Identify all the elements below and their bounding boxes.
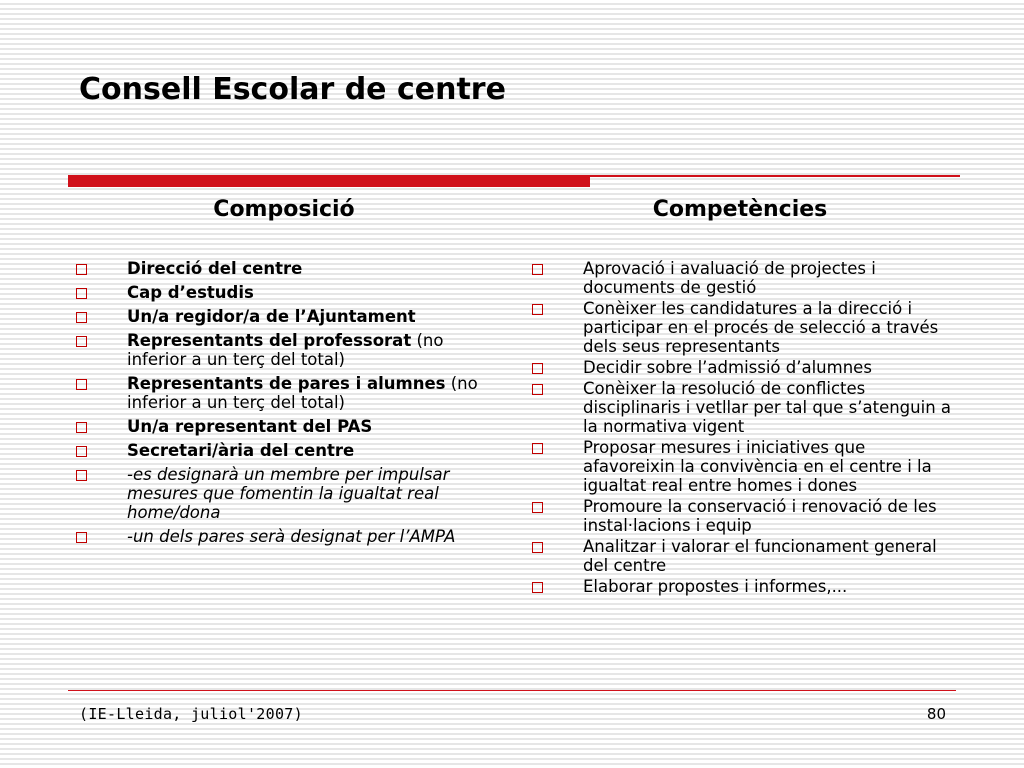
list-item	[532, 497, 952, 535]
square-bullet-icon	[532, 443, 543, 454]
square-bullet-icon	[76, 470, 87, 481]
square-bullet-icon	[532, 582, 543, 593]
square-bullet-icon	[532, 542, 543, 553]
item-note: (no inferior a un terç del total)	[127, 374, 478, 412]
footer-source: (IE-Lleida, juliol'2007)	[79, 705, 303, 723]
item-text: Conèixer les candidatures a la direcció i participar en el procés de selecció a través dels seus representants	[583, 299, 939, 356]
list-item	[532, 537, 952, 575]
title-underline-thin	[590, 175, 960, 177]
square-bullet-icon	[76, 379, 87, 390]
list-item	[532, 438, 952, 495]
page-number: 80	[926, 705, 946, 723]
item-strong: Secretari/ària del centre	[127, 441, 355, 460]
square-bullet-icon	[76, 422, 87, 433]
list-item	[532, 358, 952, 377]
item-strong: Representants del professorat	[127, 331, 412, 350]
competencies-list	[532, 259, 952, 598]
list-item	[532, 577, 952, 596]
list-item	[532, 299, 952, 356]
square-bullet-icon	[76, 312, 87, 323]
item-text: Aprovació i avaluació de projectes i documents de gestió	[583, 259, 876, 297]
title-underline-thick	[68, 175, 590, 187]
list-item	[76, 331, 500, 369]
item-strong: Cap d’estudis	[127, 283, 254, 302]
square-bullet-icon	[76, 336, 87, 347]
composicio-heading: Composició	[213, 197, 355, 222]
item-strong: Direcció del centre	[127, 259, 303, 278]
item-text: Promoure la conservació i renovació de les instal·lacions i equip	[583, 497, 937, 535]
slide-title: Consell Escolar de centre	[79, 72, 506, 107]
item-text: Analitzar i valorar el funcionament general del centre	[583, 537, 937, 575]
square-bullet-icon	[532, 384, 543, 395]
competencies-heading: Competències	[652, 197, 828, 222]
item-strong: Un/a regidor/a de l’Ajuntament	[127, 307, 416, 326]
list-item	[532, 259, 952, 297]
square-bullet-icon	[532, 363, 543, 374]
item-note: (no inferior a un terç del total)	[127, 331, 444, 369]
list-item	[76, 417, 500, 436]
list-item	[532, 379, 952, 436]
item-text: Elaborar propostes i informes,...	[583, 577, 848, 596]
item-strong: Un/a representant del PAS	[127, 417, 373, 436]
list-item	[76, 465, 500, 522]
item-text: Conèixer la resolució de conflictes disciplinaris i vetllar per tal que s’atenguin a la normativa vigent	[583, 379, 952, 436]
footer-divider	[68, 690, 956, 691]
list-item	[76, 259, 500, 278]
item-strong: Representants de pares i alumnes	[127, 374, 446, 393]
item-italic: -un dels pares serà designat per l’AMPA	[127, 527, 456, 546]
square-bullet-icon	[76, 532, 87, 543]
list-item	[76, 527, 500, 546]
square-bullet-icon	[532, 304, 543, 315]
list-item	[76, 374, 500, 412]
square-bullet-icon	[532, 264, 543, 275]
composicio-list	[76, 259, 500, 551]
square-bullet-icon	[532, 502, 543, 513]
square-bullet-icon	[76, 264, 87, 275]
square-bullet-icon	[76, 446, 87, 457]
square-bullet-icon	[76, 288, 87, 299]
list-item	[76, 307, 500, 326]
list-item	[76, 441, 500, 460]
list-item	[76, 283, 500, 302]
item-italic: -es designarà un membre per impulsar mesures que fomentin la igualtat real home/dona	[127, 465, 450, 522]
item-text: Proposar mesures i iniciatives que afavoreixin la convivència en el centre i la igualtat real entre homes i dones	[583, 438, 932, 495]
item-text: Decidir sobre l’admissió d’alumnes	[583, 358, 872, 377]
